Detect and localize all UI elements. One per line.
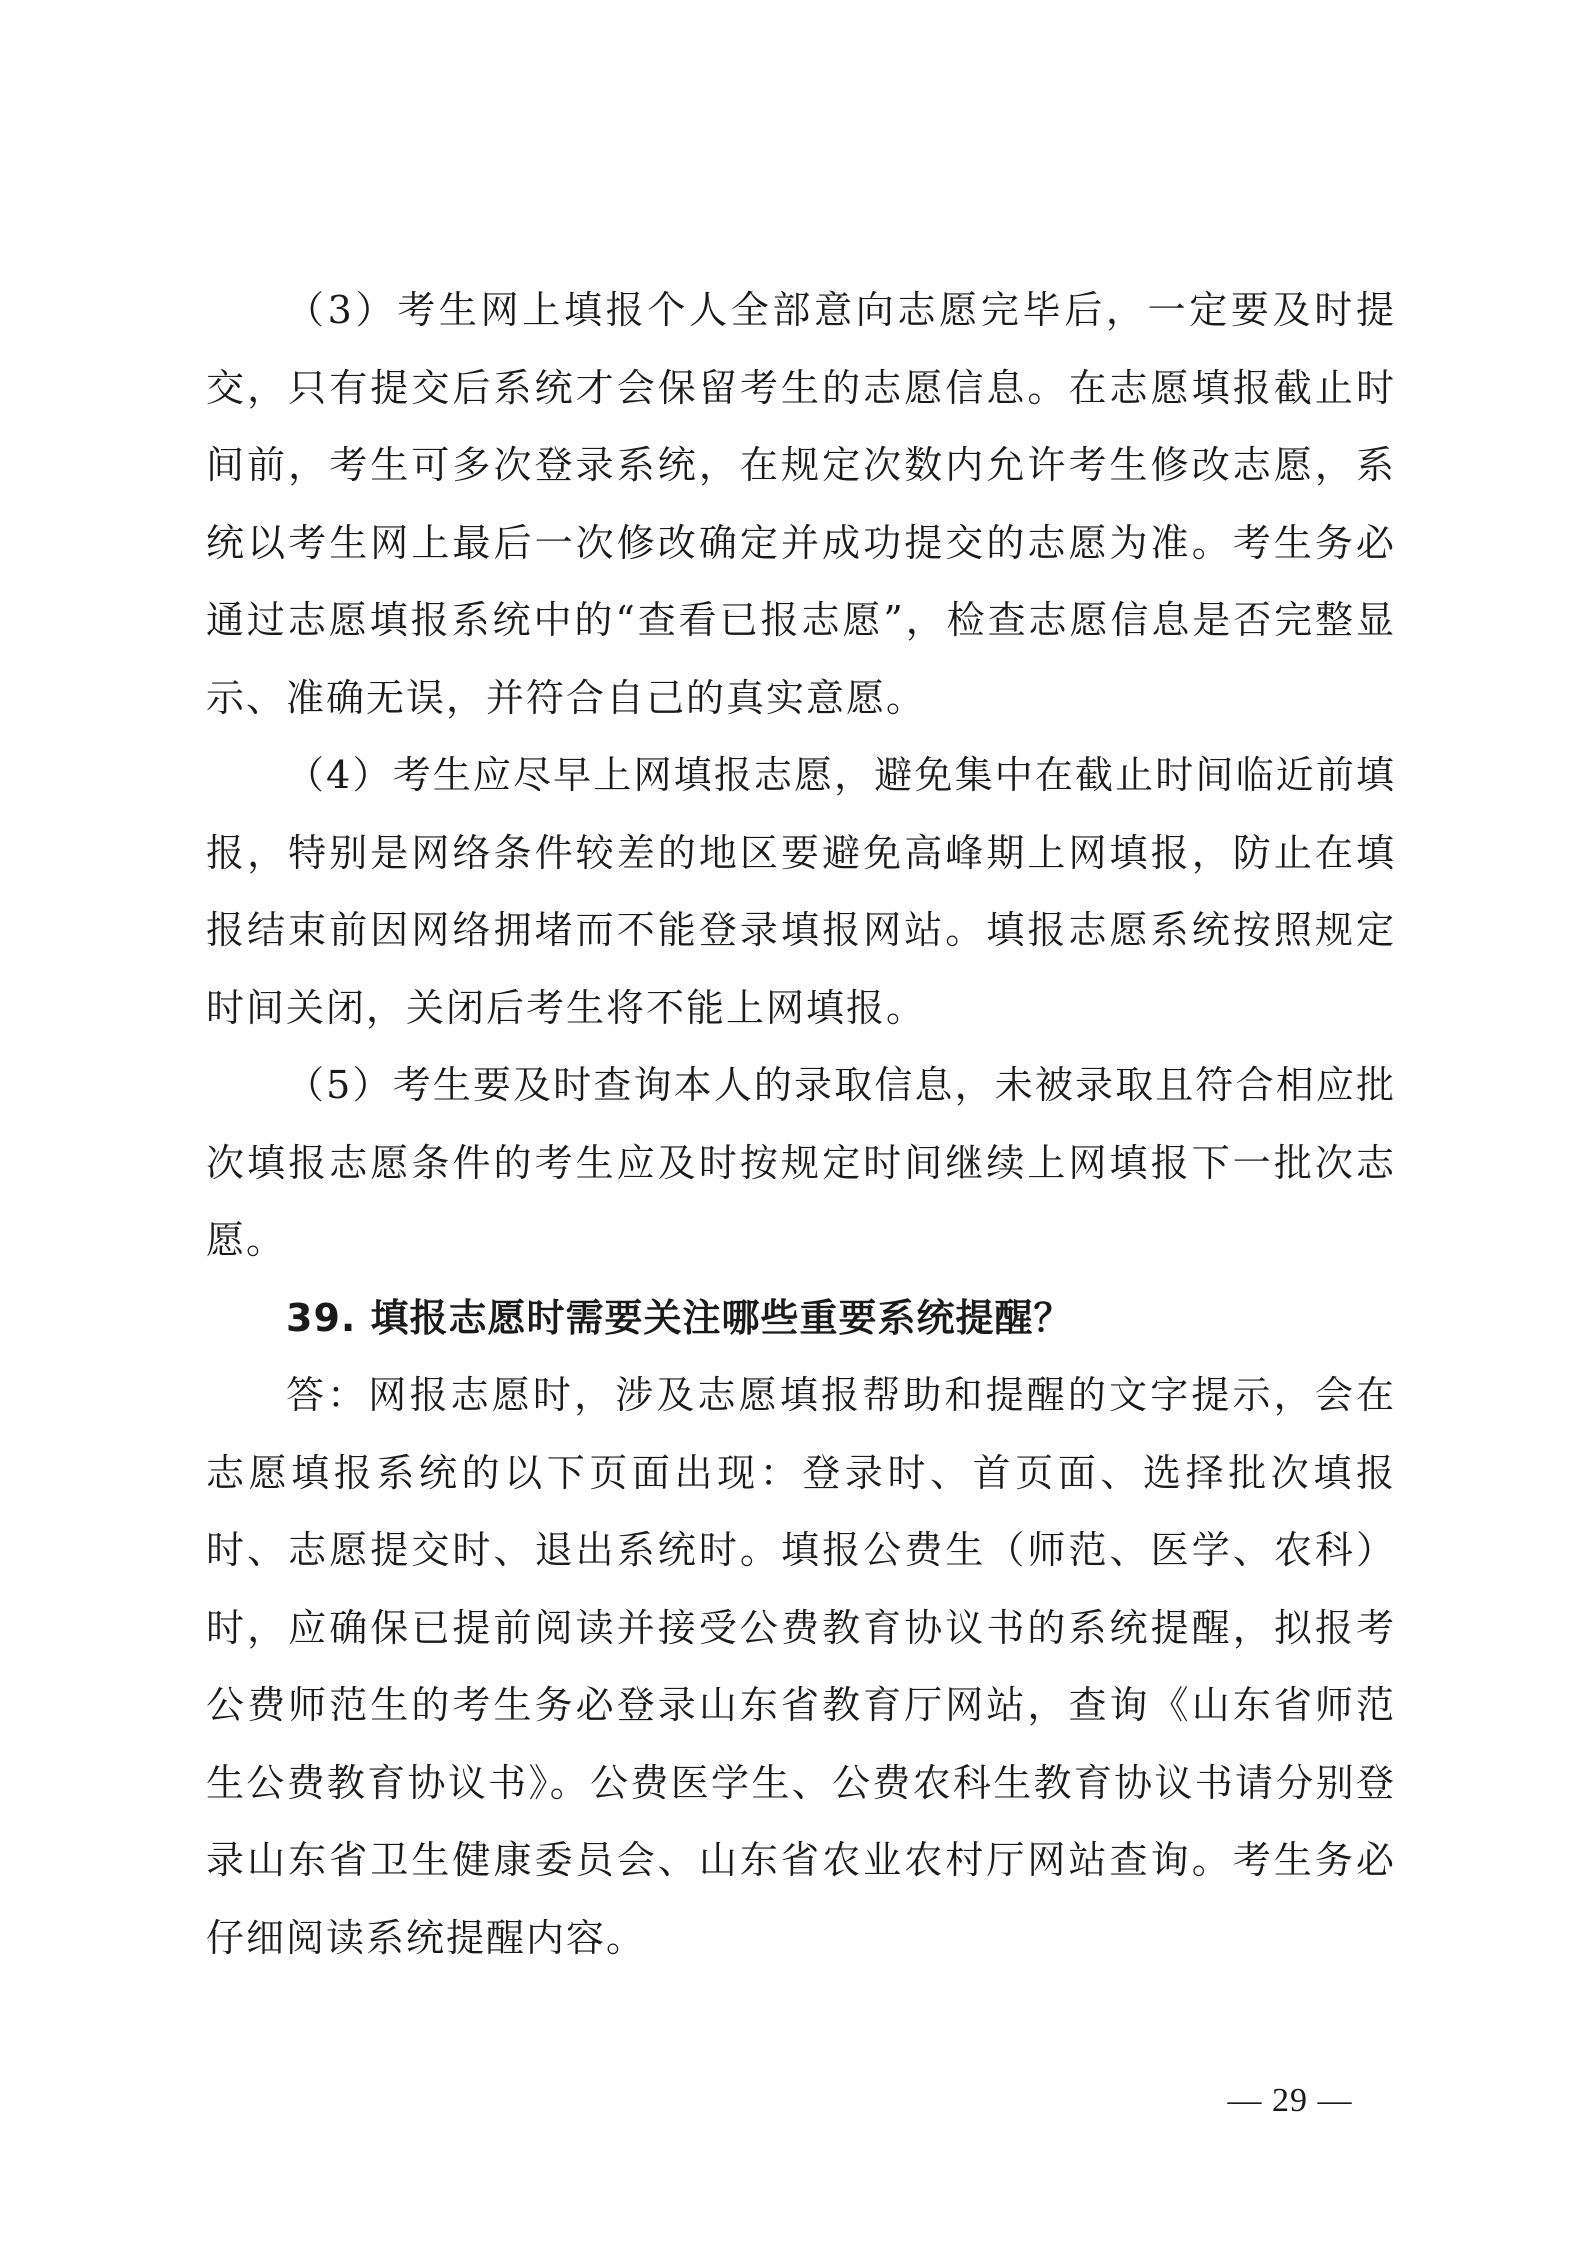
paragraph-item-3: （3）考生网上填报个人全部意向志愿完毕后，一定要及时提交，只有提交后系统才会保留考生的志愿信息。在志愿填报截止时间前，考生可多次登录系统，在规定次数内允许考生修改志愿，系统以考生网上最后一次修改确定并成功提交的志愿为准。考生务必通过志愿填报系统中的“查看已报志愿”，检查志愿信息是否完整显示、准确无误，并符合自己的真实意愿。	[206, 288, 1396, 720]
paragraph-item-4: （4）考生应尽早上网填报志愿，避免集中在截止时间临近前填报，特别是网络条件较差的地区要避免高峰期上网填报，防止在填报结束前因网络拥堵而不能登录填报网站。填报志愿系统按照规定时间关闭，关闭后考生将不能上网填报。	[206, 753, 1396, 1030]
paragraph-item-5: （5）考生要及时查询本人的录取信息，未被录取且符合相应批次填报志愿条件的考生应及时按规定时间继续上网填报下一批次志愿。	[206, 1063, 1396, 1262]
question-heading: 39. 填报志愿时需要关注哪些重要系统提醒？	[286, 1295, 1073, 1340]
answer-paragraph: 答：网报志愿时，涉及志愿填报帮助和提醒的文字提示，会在志愿填报系统的以下页面出现：登录时、首页面、选择批次填报时、志愿提交时、退出系统时。填报公费生（师范、医学、农科）时，应确保已提前阅读并接受公费教育协议书的系统提醒，拟报考公费师范生的考生务必登录山东省教育厅网站，查询《山东省师范生公费教育协议书》。公费医学生、公费农科生教育协议书请分别登录山东省卫生健康委员会、山东省农业农村厅网站查询。考生务必仔细阅读系统提醒内容。	[206, 1373, 1396, 1960]
page-number: — 29 —	[1227, 2082, 1353, 2119]
document-body	[206, 272, 1396, 1977]
